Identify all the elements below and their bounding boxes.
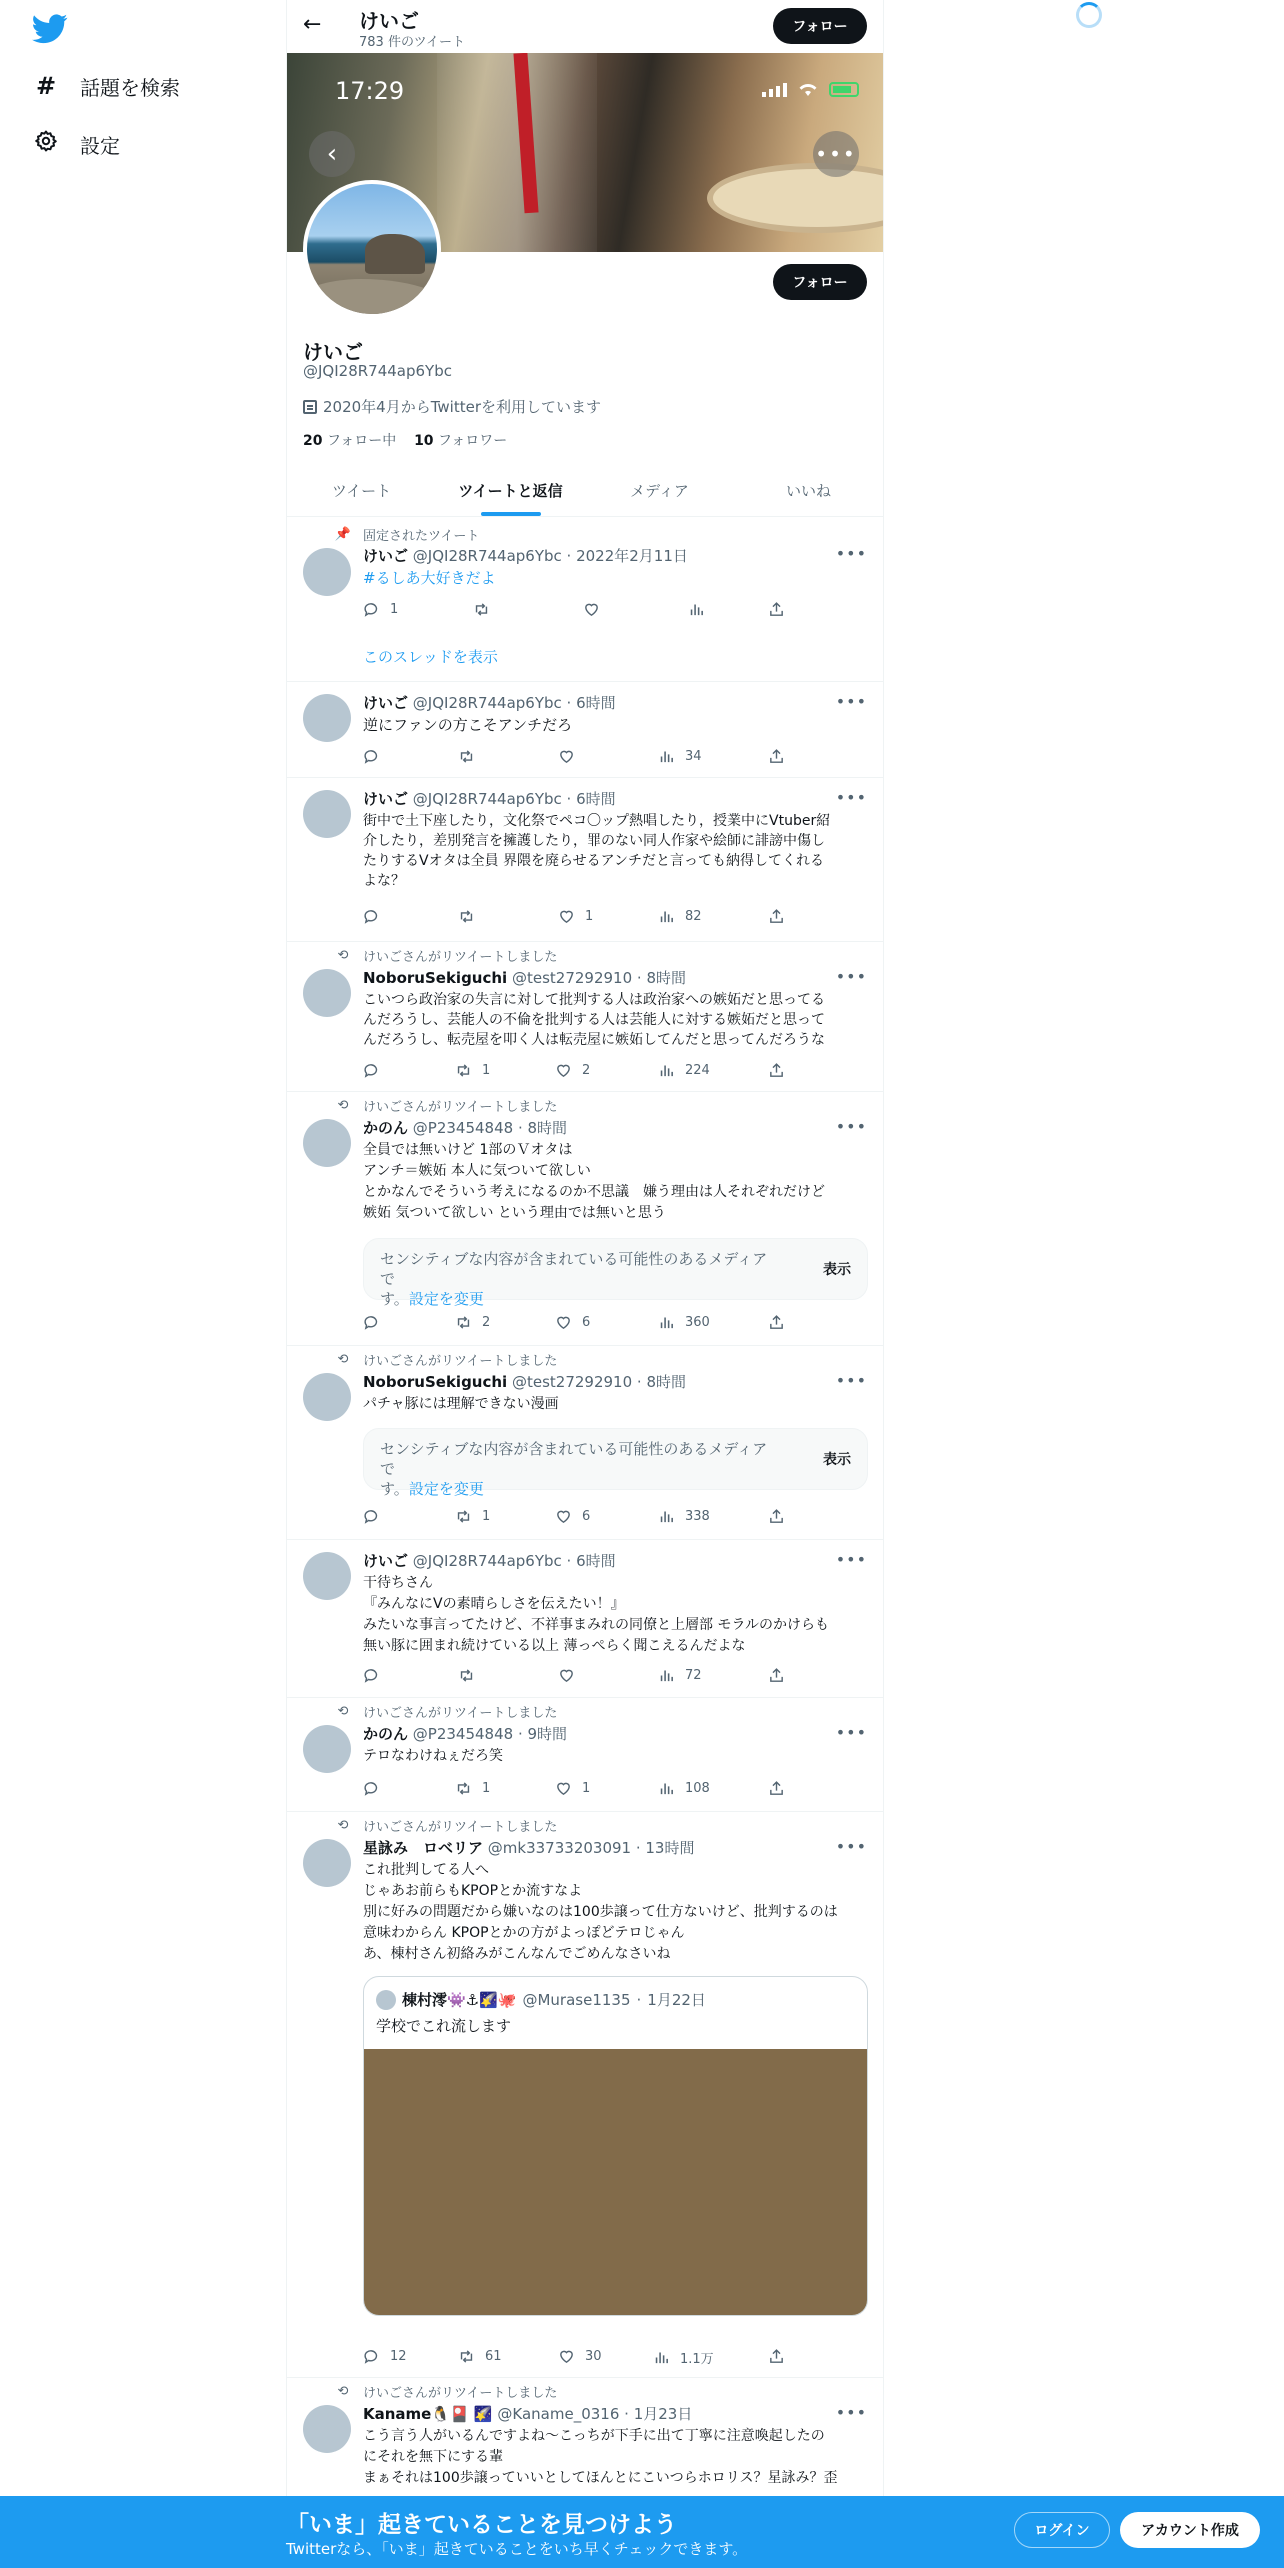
tweet-avatar[interactable] bbox=[303, 969, 351, 1017]
more-icon[interactable]: ••• bbox=[835, 1723, 867, 1742]
hashtag-icon: # bbox=[35, 72, 57, 100]
profile-tabs bbox=[287, 464, 883, 517]
share-button[interactable] bbox=[768, 1780, 785, 1797]
nav-settings-label: 設定 bbox=[80, 133, 120, 158]
views-button[interactable] bbox=[658, 748, 702, 765]
views-icon bbox=[658, 748, 675, 765]
retweet-count: 61 bbox=[485, 2349, 502, 2364]
views-button[interactable] bbox=[658, 1780, 710, 1797]
nav-settings[interactable] bbox=[30, 118, 120, 170]
like-count: 30 bbox=[585, 2349, 602, 2364]
profile-follow-button[interactable]: フォロー bbox=[773, 264, 867, 300]
tweet-author-name[interactable]: けいご bbox=[363, 547, 409, 565]
like-button[interactable] bbox=[558, 748, 585, 765]
share-icon bbox=[768, 1062, 785, 1079]
tweet-header: けいご @JQI28R744ap6Ybc · 6時間 bbox=[363, 694, 616, 712]
retweet-icon bbox=[458, 748, 475, 765]
retweet-button[interactable] bbox=[458, 2348, 502, 2365]
tweet-text[interactable]: 逆にファンの方こそアンチだろ bbox=[363, 716, 573, 734]
tweet-author-name[interactable]: けいご bbox=[363, 694, 409, 712]
tweet-context bbox=[334, 525, 480, 544]
twitter-logo-icon[interactable] bbox=[32, 14, 68, 44]
tweet-author-handle: @test27292910 bbox=[511, 969, 633, 987]
reply-button[interactable] bbox=[363, 1667, 390, 1684]
login-button[interactable]: ログイン bbox=[1014, 2512, 1110, 2548]
tweet-context bbox=[337, 1350, 558, 1369]
profile-avatar[interactable] bbox=[303, 180, 441, 318]
tweet-context-text: けいごさんがリツイートしました bbox=[363, 1820, 558, 1835]
views-count: 72 bbox=[685, 1668, 702, 1683]
like-button[interactable] bbox=[555, 1508, 590, 1525]
reply-button[interactable] bbox=[363, 1780, 390, 1797]
reply-button[interactable] bbox=[363, 601, 398, 618]
tab-tweets-and-replies[interactable]: ツイートと返信 bbox=[436, 464, 585, 516]
share-button[interactable] bbox=[768, 1062, 785, 1079]
tweet-author-name[interactable]: かのん bbox=[363, 1725, 409, 1743]
sensitive-media-text bbox=[380, 1439, 780, 1499]
retweet-context-icon: ⟲ bbox=[337, 1352, 349, 1367]
views-button[interactable] bbox=[658, 1314, 710, 1331]
tweet-author-handle: @Kaname_0316 bbox=[497, 2405, 620, 2423]
tweet-author-name[interactable]: NoboruSekiguchi bbox=[363, 969, 508, 987]
tweet-actions bbox=[363, 748, 788, 768]
sensitive-text-line2: す。 bbox=[380, 1290, 409, 1308]
tweet-context-text: けいごさんがリツイートしました bbox=[363, 1100, 558, 1115]
sensitive-text-line1: センシティブな内容が含まれている可能性のあるメディアで bbox=[380, 1250, 768, 1288]
tweet-header: けいご @JQI28R744ap6Ybc · 2022年2月11日 bbox=[363, 547, 688, 565]
following-link[interactable] bbox=[303, 433, 396, 449]
show-media-button[interactable]: 表示 bbox=[823, 1262, 851, 1278]
heart-icon bbox=[558, 2348, 575, 2365]
tweet-context bbox=[337, 1096, 558, 1115]
battery-icon bbox=[829, 82, 859, 97]
retweet-button[interactable] bbox=[458, 748, 485, 765]
like-button[interactable] bbox=[558, 908, 593, 925]
more-icon[interactable]: ••• bbox=[835, 1371, 867, 1390]
tweet-item[interactable] bbox=[287, 682, 883, 778]
sensitive-media-notice bbox=[363, 1428, 868, 1498]
quoted-tweet-text: 学校でこれ流します bbox=[376, 2017, 512, 2035]
like-button[interactable] bbox=[555, 1314, 590, 1331]
share-button[interactable] bbox=[768, 1314, 785, 1331]
retweet-button[interactable] bbox=[455, 1780, 490, 1797]
tweet-header: Kaname🐧🎴 🌠 @Kaname_0316 · 1月23日 bbox=[363, 2405, 693, 2423]
tweet-actions bbox=[363, 1508, 788, 1528]
like-button[interactable] bbox=[583, 601, 610, 618]
profile-join-date bbox=[303, 396, 601, 417]
tweet-actions bbox=[363, 1780, 788, 1800]
retweet-button[interactable] bbox=[455, 1508, 490, 1525]
views-count: 108 bbox=[685, 1781, 710, 1796]
views-button[interactable] bbox=[658, 908, 702, 925]
tweet-text[interactable]: 干待ちさん 『みんなにVの素晴らしさを伝えたい！』 みたいな事言ってたけど、不祥事まみれの同僚と上層部 モラルのかけらも 無い豚に囲まれ続けている以上 薄っぺらく聞こえるんだよな bbox=[363, 1575, 830, 1654]
tweet-actions bbox=[363, 1062, 788, 1082]
reply-icon bbox=[363, 1062, 380, 1079]
share-icon bbox=[768, 601, 785, 618]
avatar-shore-shape bbox=[303, 279, 441, 318]
signup-banner bbox=[0, 2496, 1284, 2568]
tweet-item[interactable] bbox=[287, 1346, 883, 1540]
left-sidebar bbox=[0, 0, 286, 2568]
tweet-author-handle: @test27292910 bbox=[511, 1373, 633, 1391]
nav-explore-label: 話題を検索 bbox=[80, 75, 180, 100]
signup-banner-subtitle: Twitterなら、「いま」起きていることをいち早くチェックできます。 bbox=[286, 2540, 748, 2558]
retweet-icon bbox=[455, 1314, 472, 1331]
tweet-avatar[interactable] bbox=[303, 790, 351, 838]
heart-icon bbox=[555, 1508, 572, 1525]
tweet-context-text: けいごさんがリツイートしました bbox=[363, 950, 558, 965]
views-button[interactable] bbox=[658, 1508, 710, 1525]
share-button[interactable] bbox=[768, 908, 785, 925]
banner-clock-text: 17:29 bbox=[335, 77, 405, 105]
views-icon bbox=[658, 1667, 675, 1684]
retweet-icon bbox=[455, 1780, 472, 1797]
tweet-text[interactable]: パチャ豚には理解できない漫画 bbox=[363, 1396, 559, 1412]
quoted-tweet[interactable] bbox=[363, 1976, 868, 2316]
reply-icon bbox=[363, 748, 380, 765]
share-button[interactable] bbox=[768, 601, 785, 618]
reply-icon bbox=[363, 2348, 380, 2365]
views-icon bbox=[688, 601, 705, 618]
tweet-text[interactable]: これ批判してる人へ じゃあお前らもKPOPとか流すなよ 別に好みの問題だから嫌いなのは100歩譲って仕方ないけど、批判するのは 意味わからん KPOPとかの方がよっぽどテロじゃん あ、棟村さん初絡みがこんなんでごめんなさいね bbox=[363, 1862, 838, 1962]
share-icon bbox=[768, 1780, 785, 1797]
tweet-actions bbox=[363, 1667, 788, 1687]
show-media-button[interactable]: 表示 bbox=[823, 1452, 851, 1468]
reply-button[interactable] bbox=[363, 1508, 390, 1525]
tweet-context-text: けいごさんがリツイートしました bbox=[363, 2386, 558, 2401]
header-profile-name: けいご bbox=[359, 9, 419, 33]
tweet-author-name[interactable]: かのん bbox=[363, 1119, 409, 1137]
tweet-timestamp[interactable]: 8時間 bbox=[527, 1119, 568, 1137]
tweet-context-text: けいごさんがリツイートしました bbox=[363, 1706, 558, 1721]
tweet-author-name[interactable]: 星詠み ロベリア bbox=[363, 1839, 484, 1857]
tweet-header: 星詠み ロベリア @mk33733203091 · 13時間 bbox=[363, 1839, 695, 1857]
tweet-actions bbox=[363, 1314, 788, 1334]
tweet-header: けいご @JQI28R744ap6Ybc · 6時間 bbox=[363, 790, 616, 808]
heart-icon bbox=[558, 908, 575, 925]
tweet-avatar[interactable] bbox=[303, 1119, 351, 1167]
avatar-rock-shape bbox=[365, 234, 425, 274]
tweet-author-handle: @mk33733203091 bbox=[487, 1839, 632, 1857]
reply-button[interactable] bbox=[363, 1062, 390, 1079]
tweet-context bbox=[337, 946, 558, 965]
retweet-count: 2 bbox=[482, 1315, 491, 1330]
like-button[interactable] bbox=[558, 1667, 585, 1684]
tweet-author-name[interactable]: NoboruSekiguchi bbox=[363, 1373, 508, 1391]
reply-button[interactable] bbox=[363, 748, 390, 765]
like-button[interactable] bbox=[555, 1062, 590, 1079]
sensitive-text-line1: センシティブな内容が含まれている可能性のあるメディアで bbox=[380, 1440, 768, 1478]
quoted-author-name: 棟村澪👾⚓🌠🐙 bbox=[402, 1991, 517, 2009]
heart-icon bbox=[583, 601, 600, 618]
followers-label: フォロワー bbox=[438, 433, 508, 449]
tweet-timestamp[interactable]: 1月23日 bbox=[633, 2405, 693, 2423]
more-icon[interactable]: ••• bbox=[835, 788, 867, 807]
heart-icon bbox=[555, 1062, 572, 1079]
retweet-count: 1 bbox=[482, 1063, 491, 1078]
sensitive-text-line2: す。 bbox=[380, 1480, 409, 1498]
reply-button[interactable] bbox=[363, 908, 390, 925]
views-count: 338 bbox=[685, 1509, 710, 1524]
retweet-context-icon: ⟲ bbox=[337, 1704, 349, 1719]
tweet-author-handle: @JQI28R744ap6Ybc bbox=[412, 1552, 562, 1570]
quoted-media-image[interactable] bbox=[364, 2049, 868, 2316]
retweet-count: 1 bbox=[482, 1509, 491, 1524]
tweet-item[interactable] bbox=[287, 1698, 883, 1812]
like-count: 1 bbox=[585, 909, 594, 924]
quoted-tweet-header: 棟村澪👾⚓🌠🐙 @Murase1135 · 1月22日 bbox=[376, 1989, 706, 2010]
more-icon[interactable]: ••• bbox=[835, 1837, 867, 1856]
tweet-context bbox=[337, 1816, 558, 1835]
tweet-author-name[interactable]: Kaname🐧🎴 🌠 bbox=[363, 2405, 493, 2423]
banner-status-icons bbox=[762, 81, 859, 97]
tweet-context-text: けいごさんがリツイートしました bbox=[363, 1354, 558, 1369]
reply-icon bbox=[363, 1314, 380, 1331]
show-thread-link[interactable]: このスレッドを表示 bbox=[363, 648, 498, 666]
share-icon bbox=[768, 2348, 785, 2365]
retweet-icon bbox=[473, 601, 490, 618]
tweet-timestamp[interactable]: 6時間 bbox=[576, 1552, 616, 1570]
tweet-author-handle: @JQI28R744ap6Ybc bbox=[412, 547, 562, 565]
views-icon bbox=[658, 1314, 675, 1331]
like-button[interactable] bbox=[558, 2348, 602, 2365]
tweet-text[interactable]: 街中で土下座したり，文化祭でペコ〇ップ熱唱したり，授業中にVtuber紹 介したり，差別発言を擁護したり，罪のない同人作家や絵師に誹謗中傷し たりするVオタは全員 界隈を廃らせるアンチだと言っても納得してくれる よな？ bbox=[363, 813, 831, 889]
retweet-icon bbox=[455, 1508, 472, 1525]
tab-likes[interactable]: いいね bbox=[785, 481, 831, 500]
retweet-icon bbox=[458, 1667, 475, 1684]
tweet-text[interactable]: 全員では無いけど 1部のＶオタは アンチ＝嫉妬 本人に気ついて欲しい とかなんでそういう考えになるのか不思議 嫌う理由は人それぞれだけど 嫉妬 気ついて欲しい という理由では無いと思う bbox=[363, 1142, 825, 1221]
views-button[interactable] bbox=[658, 1062, 710, 1079]
share-icon bbox=[768, 748, 785, 765]
profile-join-text: 2020年4月からTwitterを利用しています bbox=[323, 398, 601, 416]
tweet-author-handle: @P23454848 bbox=[412, 1725, 514, 1743]
views-icon bbox=[653, 2349, 670, 2366]
reply-count: 1 bbox=[390, 602, 399, 617]
followers-count: 10 bbox=[414, 433, 434, 449]
more-icon[interactable]: ••• bbox=[835, 1550, 867, 1569]
reply-icon bbox=[363, 1780, 380, 1797]
share-icon bbox=[768, 908, 785, 925]
heart-icon bbox=[555, 1314, 572, 1331]
views-button[interactable] bbox=[658, 1667, 702, 1684]
views-count: 82 bbox=[685, 909, 702, 924]
signal-icon bbox=[762, 83, 787, 97]
pin-icon: 📌 bbox=[334, 527, 352, 542]
quoted-avatar bbox=[376, 1990, 396, 2010]
tab-media[interactable]: メディア bbox=[630, 481, 689, 500]
views-button[interactable] bbox=[653, 2348, 714, 2367]
tweet-timestamp[interactable]: 2022年2月11日 bbox=[576, 547, 688, 565]
gear-icon bbox=[30, 129, 62, 159]
retweet-button[interactable] bbox=[455, 1314, 490, 1331]
like-count: 2 bbox=[582, 1063, 591, 1078]
tweet-timestamp[interactable]: 13時間 bbox=[645, 1839, 695, 1857]
tweet-text[interactable]: テロなわけねぇだろ笑 bbox=[363, 1748, 503, 1764]
views-count: 224 bbox=[685, 1063, 710, 1078]
profile-follow-stats bbox=[303, 430, 507, 450]
more-icon[interactable]: ••• bbox=[835, 692, 867, 711]
views-icon bbox=[658, 1062, 675, 1079]
tweet-timestamp[interactable]: 6時間 bbox=[576, 790, 616, 808]
reply-icon bbox=[363, 1508, 380, 1525]
main-column bbox=[286, 0, 884, 2568]
profile-header-bar bbox=[287, 0, 883, 53]
tweet-author-handle: @P23454848 bbox=[412, 1119, 514, 1137]
tweet-text[interactable]: #るしあ大好きだよ bbox=[363, 569, 496, 587]
tweet-author-name[interactable]: けいご bbox=[363, 1552, 409, 1570]
tweet-context-text: 固定されたツイート bbox=[363, 529, 480, 544]
views-icon bbox=[658, 1780, 675, 1797]
tweet-header: NoboruSekiguchi @test27292910 · 8時間 bbox=[363, 1373, 686, 1391]
loading-spinner-icon bbox=[1076, 2, 1102, 28]
retweet-count: 1 bbox=[482, 1781, 491, 1796]
tweet-item[interactable] bbox=[287, 1092, 883, 1346]
calendar-icon bbox=[303, 400, 317, 414]
tweet-timestamp[interactable]: 8時間 bbox=[646, 969, 686, 987]
retweet-button[interactable] bbox=[455, 1062, 490, 1079]
more-icon[interactable]: ••• bbox=[835, 1117, 867, 1136]
tweet-avatar[interactable] bbox=[303, 1552, 351, 1600]
retweet-button[interactable] bbox=[458, 908, 485, 925]
tweet-timestamp[interactable]: 8時間 bbox=[646, 1373, 686, 1391]
share-icon bbox=[768, 1667, 785, 1684]
tab-tweets[interactable]: ツイート bbox=[331, 481, 392, 500]
retweet-context-icon: ⟲ bbox=[337, 948, 349, 963]
profile-handle: @JQI28R744ap6Ybc bbox=[303, 362, 452, 380]
tweet-author-name[interactable]: けいご bbox=[363, 790, 409, 808]
views-count: 34 bbox=[685, 749, 702, 764]
tweet-avatar[interactable] bbox=[303, 1839, 351, 1887]
quote-wrapper bbox=[287, 1976, 883, 2316]
like-count: 1 bbox=[582, 1781, 591, 1796]
header-tweet-count: 783 件のツイート bbox=[359, 35, 466, 50]
tweet-avatar[interactable] bbox=[303, 694, 351, 742]
wifi-icon bbox=[797, 81, 819, 97]
retweet-context-icon: ⟲ bbox=[337, 2384, 349, 2399]
banner-back-icon: ‹ bbox=[309, 131, 355, 177]
tweet-header: かのん @P23454848 · 8時間 bbox=[363, 1119, 568, 1137]
signup-banner-title: 「いま」起きていることを見つけよう bbox=[286, 2512, 677, 2538]
heart-icon bbox=[558, 1667, 575, 1684]
back-arrow-icon[interactable]: ← bbox=[303, 12, 322, 37]
reply-icon bbox=[363, 601, 380, 618]
tweet-context bbox=[337, 1702, 558, 1721]
share-icon bbox=[768, 1508, 785, 1525]
tweet-item[interactable] bbox=[287, 942, 883, 1092]
tweet-header: NoboruSekiguchi @test27292910 · 8時間 bbox=[363, 969, 686, 987]
views-button[interactable] bbox=[688, 601, 715, 618]
retweet-context-icon: ⟲ bbox=[337, 1818, 349, 1833]
more-icon[interactable]: ••• bbox=[835, 967, 867, 986]
share-button[interactable] bbox=[768, 2348, 785, 2365]
tweet-text[interactable]: こう言う人がいるんですよね〜こっちが下手に出て丁寧に注意喚起したの にそれを無下にする輩 まぁそれは100歩譲っていいとしてほんとにこいつらホロリス？星詠み？歪 bbox=[363, 2428, 838, 2486]
views-count: 1.1万 bbox=[680, 2352, 714, 2367]
tweet-author-handle: @JQI28R744ap6Ybc bbox=[412, 790, 562, 808]
tweet-avatar[interactable] bbox=[303, 1725, 351, 1773]
change-settings-link[interactable]: 設定を変更 bbox=[408, 1480, 484, 1498]
tweet-actions bbox=[363, 908, 788, 928]
tweet-avatar[interactable] bbox=[303, 548, 351, 596]
reply-icon bbox=[363, 1667, 380, 1684]
tweet-author-handle: @JQI28R744ap6Ybc bbox=[412, 694, 562, 712]
heart-icon bbox=[555, 1780, 572, 1797]
retweet-icon bbox=[455, 1062, 472, 1079]
tweet-avatar[interactable] bbox=[303, 2405, 351, 2453]
views-icon bbox=[658, 1508, 675, 1525]
followers-link[interactable] bbox=[414, 433, 507, 449]
like-count: 6 bbox=[582, 1509, 591, 1524]
tweet-avatar[interactable] bbox=[303, 1373, 351, 1421]
retweet-context-icon: ⟲ bbox=[337, 1098, 349, 1113]
sensitive-media-text bbox=[380, 1249, 780, 1309]
reply-button[interactable] bbox=[363, 2348, 407, 2365]
tweet-timestamp[interactable]: 6時間 bbox=[576, 694, 616, 712]
more-icon[interactable]: ••• bbox=[835, 544, 867, 563]
tweet-item[interactable] bbox=[287, 1540, 883, 1698]
retweet-button[interactable] bbox=[458, 1667, 485, 1684]
share-icon bbox=[768, 1314, 785, 1331]
share-button[interactable] bbox=[768, 1667, 785, 1684]
quoted-author-handle: @Murase1135 bbox=[522, 1990, 631, 2009]
views-count: 360 bbox=[685, 1315, 710, 1330]
quoted-timestamp: 1月22日 bbox=[647, 1991, 706, 2009]
tweet-header: かのん @P23454848 · 9時間 bbox=[363, 1725, 568, 1743]
tweet-timestamp[interactable]: 9時間 bbox=[527, 1725, 568, 1743]
profile-name: けいご bbox=[303, 340, 363, 364]
signup-button[interactable]: アカウント作成 bbox=[1120, 2512, 1260, 2548]
banner-more-icon: ••• bbox=[813, 131, 859, 177]
header-follow-button[interactable]: フォロー bbox=[773, 8, 867, 44]
retweet-icon bbox=[458, 908, 475, 925]
retweet-icon bbox=[458, 2348, 475, 2365]
retweet-button[interactable] bbox=[473, 601, 500, 618]
banner-plate-shape bbox=[707, 163, 883, 233]
tweet-actions bbox=[363, 2348, 788, 2368]
following-count: 20 bbox=[303, 433, 323, 449]
like-button[interactable] bbox=[555, 1780, 590, 1797]
following-label: フォロー中 bbox=[326, 433, 397, 449]
sensitive-media-notice bbox=[363, 1238, 868, 1308]
views-icon bbox=[658, 908, 675, 925]
share-button[interactable] bbox=[768, 748, 785, 765]
tweet-item[interactable] bbox=[287, 1812, 883, 2378]
tweet-item[interactable] bbox=[287, 778, 883, 942]
like-count: 6 bbox=[582, 1315, 591, 1330]
tweet-header: けいご @JQI28R744ap6Ybc · 6時間 bbox=[363, 1552, 616, 1570]
tweet-context bbox=[337, 2382, 558, 2401]
tweet-text[interactable]: こいつら政治家の失言に対して批判する人は政治家への嫉妬だと思ってる んだろうし、芸能人の不倫を批判する人は芸能人に対する嫉妬だと思って んだろうし、転売屋を叩く人は転売屋に嫉妬してんだと思ってんだろうな bbox=[363, 992, 825, 1048]
reply-button[interactable] bbox=[363, 1314, 390, 1331]
tweet-actions bbox=[363, 601, 788, 621]
share-button[interactable] bbox=[768, 1508, 785, 1525]
reply-count: 12 bbox=[390, 2349, 407, 2364]
nav-explore[interactable] bbox=[30, 60, 180, 112]
tweet-item[interactable] bbox=[287, 518, 883, 682]
more-icon[interactable]: ••• bbox=[835, 2403, 867, 2422]
change-settings-link[interactable]: 設定を変更 bbox=[408, 1290, 484, 1308]
heart-icon bbox=[558, 748, 575, 765]
reply-icon bbox=[363, 908, 380, 925]
